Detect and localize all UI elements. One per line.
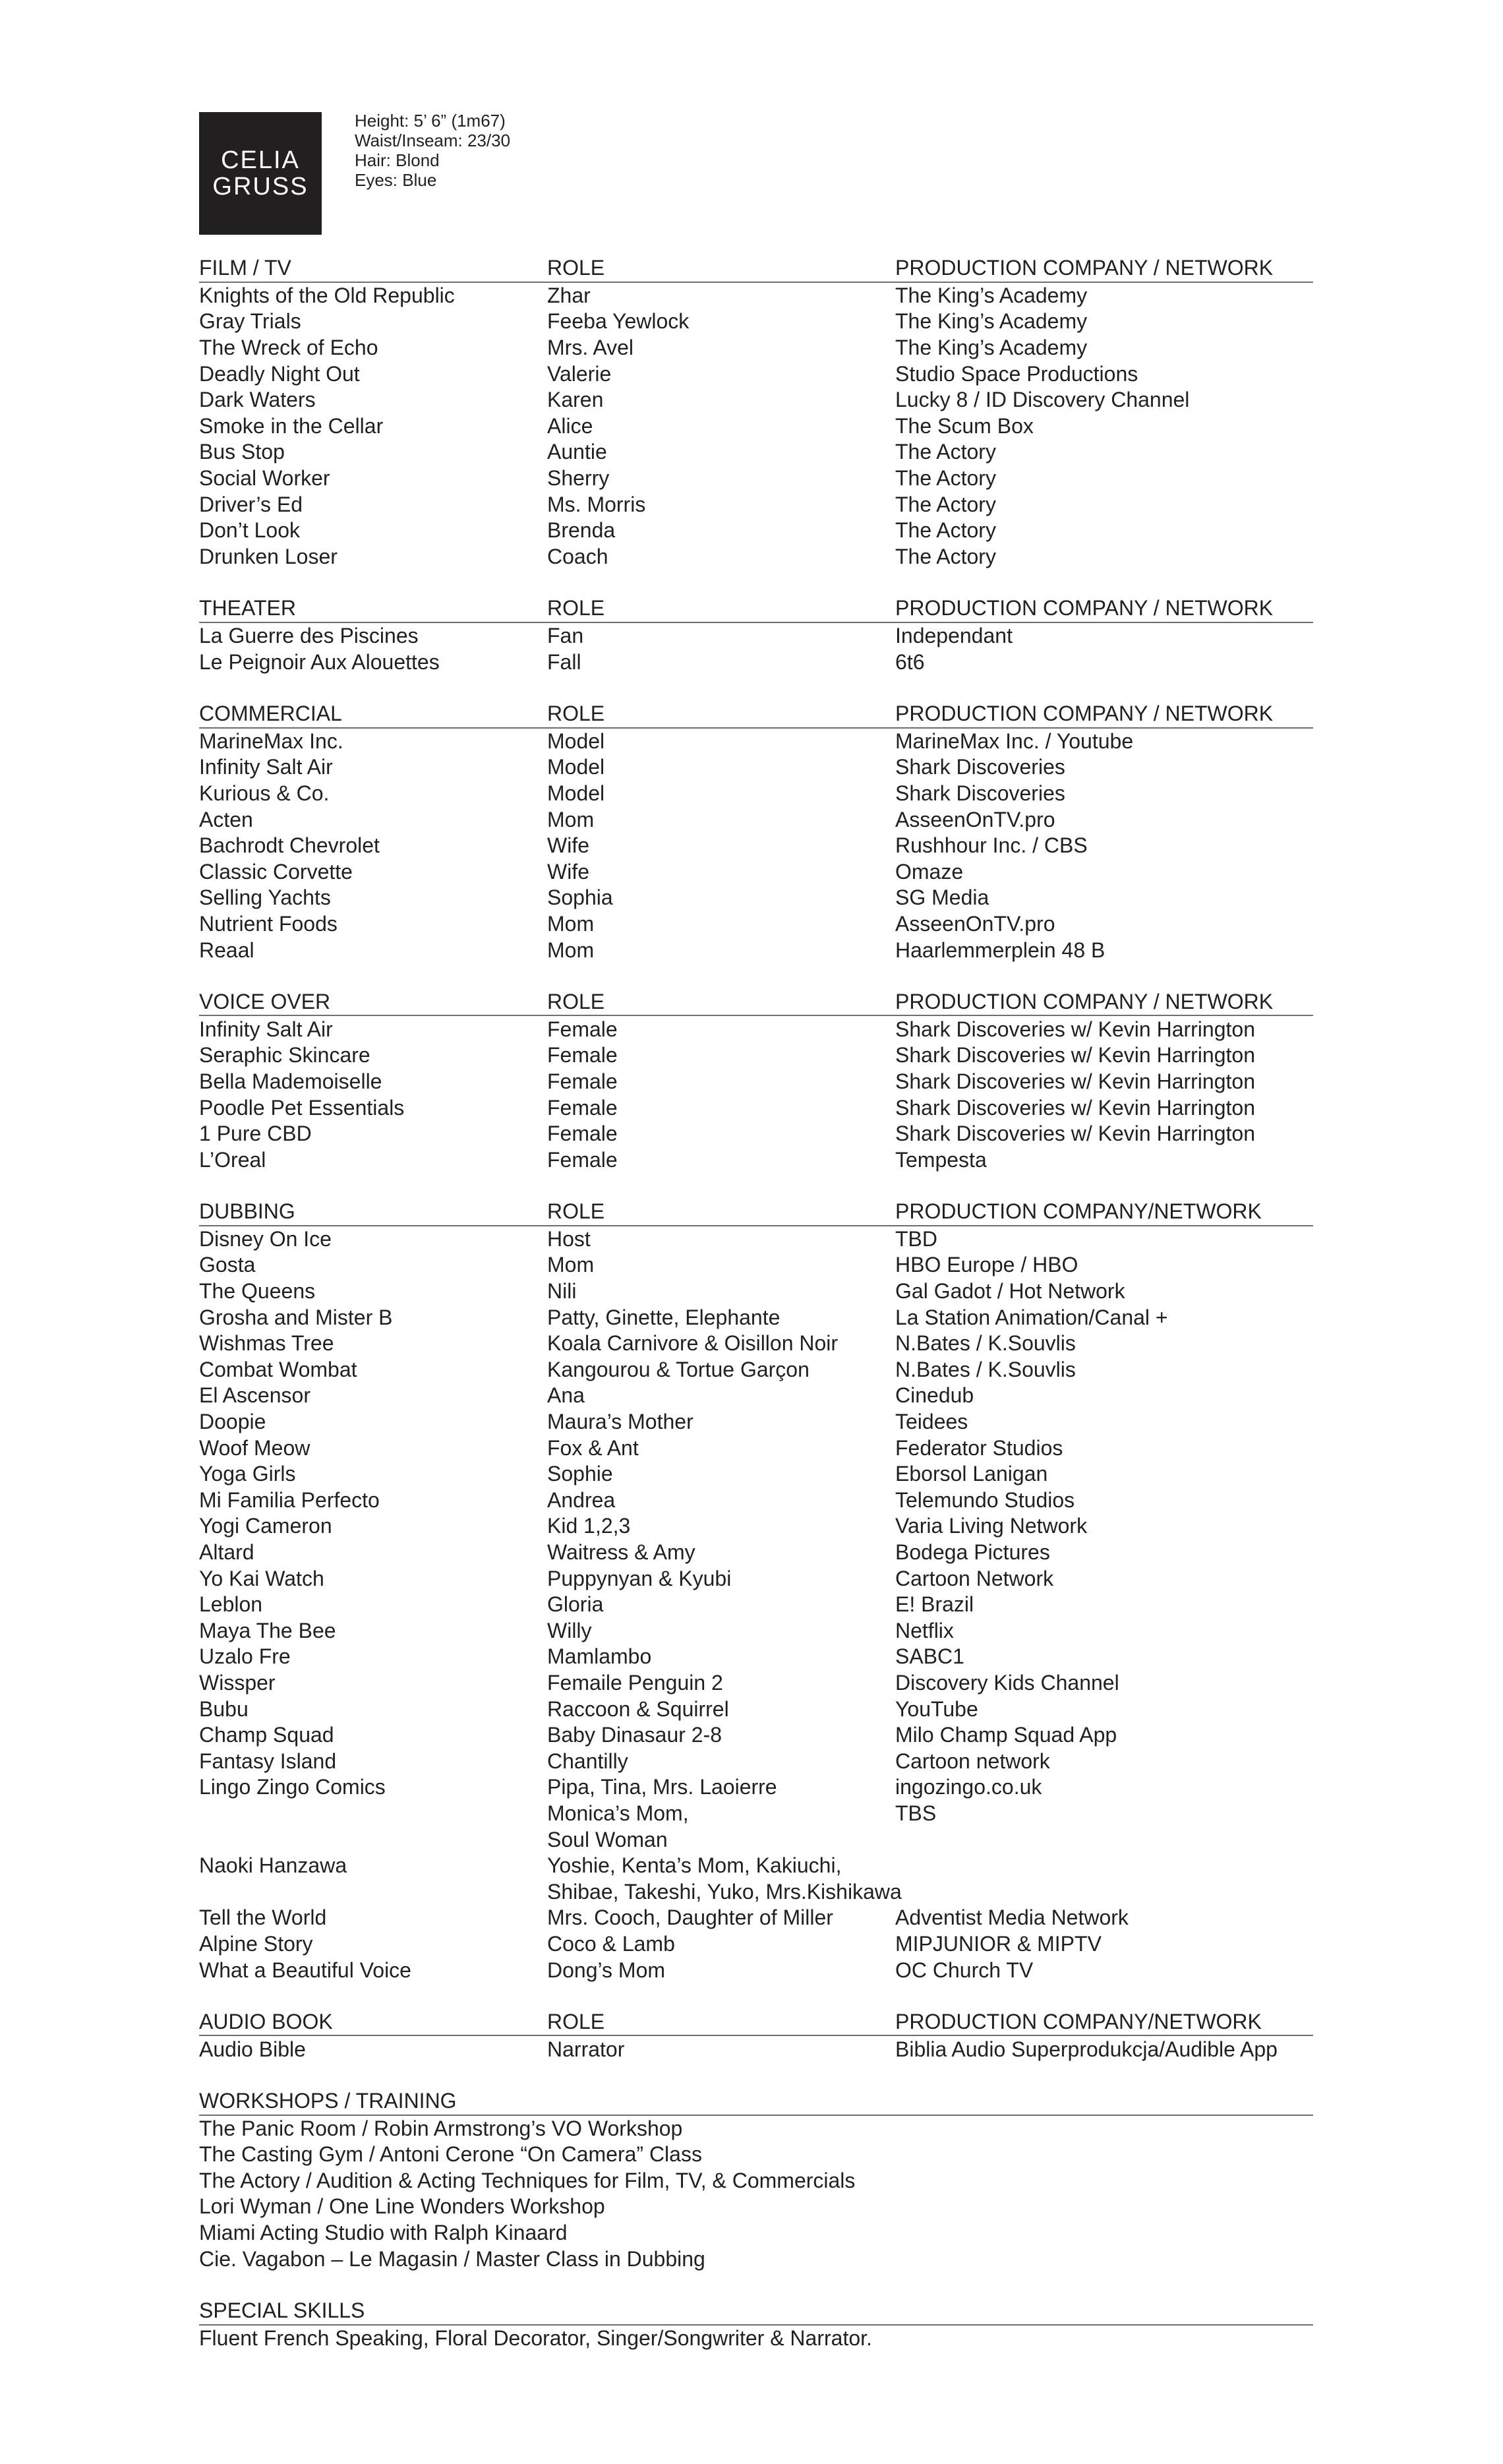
credit-row [199,1957,1313,1983]
credit-row [199,1696,1313,1722]
credit-role: Zhar [547,283,591,307]
credit-row [199,885,1313,911]
credit-title: Nutrient Foods [199,911,338,936]
credit-role: Baby Dinasaur 2-8 [547,1723,722,1747]
credit-company: N.Bates / K.Souvlis [895,1331,1076,1356]
credit-title: Smoke in the Cellar [199,413,384,438]
credit-company: Telemundo Studios [895,1487,1075,1512]
credit-role: Mom [547,1253,595,1277]
credit-role: Narrator [547,2037,625,2061]
credit-role: Puppynyan & Kyubi [547,1566,732,1590]
credit-title: Don’t Look [199,518,300,543]
credit-title: Acten [199,807,253,831]
column-header-role: ROLE [547,256,605,280]
credit-role: Chantilly [547,1749,628,1773]
credit-role: Female [547,1069,618,1093]
credit-row [199,1147,1313,1173]
credit-role: Soul Woman [547,1827,668,1851]
credit-title: Mi Familia Perfecto [199,1487,380,1512]
credit-role: Fan [547,624,584,648]
section-header [199,2009,1313,2037]
credit-title: Uzalo Fre [199,1644,291,1669]
credit-title: Deadly Night Out [199,361,360,386]
workshop-item: The Panic Room / Robin Armstrong’s VO Workshop [199,2116,683,2140]
credit-role: Feeba Yewlock [547,309,690,334]
credit-company: OC Church TV [895,1958,1034,1982]
credit-title: Infinity Salt Air [199,755,333,779]
credit-title: Gray Trials [199,309,301,334]
credit-title: Wishmas Tree [199,1331,334,1356]
credit-title: Bubu [199,1697,249,1721]
credit-title: Bella Mademoiselle [199,1069,382,1093]
credit-role: Female [547,1017,618,1041]
credit-title: Fantasy Island [199,1749,337,1773]
credit-role: Fall [547,649,581,674]
credit-role: Mom [547,911,595,936]
credit-company: Teidees [895,1410,968,1434]
section-header: SPECIAL SKILLS [199,2298,1313,2326]
credit-role: Gloria [547,1592,604,1617]
credit-company: Gal Gadot / Hot Network [895,1279,1125,1304]
credit-title: Poodle Pet Essentials [199,1095,405,1120]
credit-role: Wife [547,833,589,858]
workshop-item: Lori Wyman / One Line Wonders Workshop [199,2194,605,2219]
credit-row [199,1644,1313,1670]
credit-company: AsseenOnTV.pro [895,911,1055,936]
workshop-item: Miami Acting Studio with Ralph Kinaard [199,2220,568,2244]
credit-row [199,361,1313,387]
credit-title: Social Worker [199,466,330,491]
credit-title: The Wreck of Echo [199,336,378,360]
column-header-title: VOICE OVER [199,990,331,1014]
credit-title: El Ascensor [199,1383,310,1408]
credit-company: MIPJUNIOR & MIPTV [895,1931,1102,1956]
credit-title: Seraphic Skincare [199,1043,370,1067]
credit-company: The Actory [895,518,996,543]
credit-row [199,1878,1313,1905]
credit-company: Discovery Kids Channel [895,1670,1119,1695]
credit-row [199,544,1313,570]
column-header-company: PRODUCTION COMPANY / NETWORK [895,702,1274,726]
credit-role: Coach [547,544,608,568]
credit-title: 1 Pure CBD [199,1122,312,1146]
credit-row [199,309,1313,335]
credit-title: Alpine Story [199,1931,313,1956]
credit-row [199,781,1313,807]
credit-row [199,1748,1313,1774]
credit-company: The Actory [895,466,996,491]
credit-company: Biblia Audio Superprodukcja/Audible App [895,2037,1278,2061]
credits-sections [199,255,1313,2377]
credit-role: Waitress & Amy [547,1540,695,1565]
credit-title: Naoki Hanzawa [199,1853,347,1878]
credit-company: Cinedub [895,1383,974,1408]
credit-row [199,283,1313,309]
credit-row [199,1565,1313,1592]
credit-role: Femaile Penguin 2 [547,1670,723,1695]
stat-height: Height: 5’ 6” (1m67) [355,111,506,131]
credit-row [199,466,1313,492]
column-header-company: PRODUCTION COMPANY/NETWORK [895,2010,1262,2034]
credit-company: The King’s Academy [895,309,1088,334]
section-voice-over [199,989,1313,1173]
credit-title: Woof Meow [199,1435,310,1460]
credit-row [199,1487,1313,1514]
credit-row [199,1774,1313,1801]
credit-role: Mom [547,807,595,831]
credit-role: Model [547,781,605,805]
credit-company: ingozingo.co.uk [895,1775,1042,1799]
section-audio-book [199,2009,1313,2062]
credit-company: TBD [895,1226,937,1251]
credit-role: Shibae, Takeshi, Yuko, Mrs.Kishikawa [547,1879,902,1904]
credit-row [199,1095,1313,1121]
credit-row [199,649,1313,675]
column-header-company: PRODUCTION COMPANY/NETWORK [895,1199,1262,1224]
credit-company: Shark Discoveries w/ Kevin Harrington [895,1043,1255,1067]
credit-row [199,1513,1313,1540]
credit-title: Wissper [199,1670,276,1695]
credit-title: Tell the World [199,1906,327,1930]
credit-row [199,1409,1313,1435]
credit-role: Mrs. Cooch, Daughter of Miller [547,1906,833,1930]
credit-row [199,1853,1313,1879]
credit-role: Valerie [547,361,612,386]
credit-company: The Actory [895,492,996,516]
credit-company: Adventist Media Network [895,1906,1129,1930]
credit-title: Yogi Cameron [199,1514,332,1538]
credit-company: Shark Discoveries w/ Kevin Harrington [895,1095,1255,1120]
credit-role: Female [547,1043,618,1067]
credit-row [199,413,1313,440]
credit-title: Dark Waters [199,388,316,412]
credit-title: Reaal [199,938,254,962]
credit-row [199,754,1313,781]
credit-company: Bodega Pictures [895,1540,1050,1565]
credit-company: Tempesta [895,1147,987,1172]
credit-role: Alice [547,413,593,438]
credit-role: Coco & Lamb [547,1931,675,1956]
credit-role: Dong’s Mom [547,1958,666,1982]
credit-company: Cartoon network [895,1749,1050,1773]
physical-stats [355,111,510,190]
credit-title: Yo Kai Watch [199,1566,324,1590]
credit-role: Kid 1,2,3 [547,1514,631,1538]
credit-role: Female [547,1095,618,1120]
credit-row [199,1722,1313,1749]
credit-row [199,1121,1313,1147]
credit-row [199,1226,1313,1253]
credit-role: Fox & Ant [547,1435,639,1460]
credit-company: YouTube [895,1697,978,1721]
credit-row [199,1016,1313,1042]
credit-row [199,518,1313,544]
credit-row [199,1357,1313,1383]
credit-row [199,1042,1313,1069]
skills-text: Fluent French Speaking, Floral Decorator, Singer/Songwriter & Narrator. [199,2326,872,2350]
credit-role: Model [547,755,605,779]
credit-row [199,1826,1313,1853]
credit-role: Model [547,729,605,753]
credit-company: HBO Europe / HBO [895,1253,1078,1277]
credit-title: Selling Yachts [199,886,331,910]
credit-company: MarineMax Inc. / Youtube [895,729,1134,753]
credit-role: Monica’s Mom, [547,1801,689,1825]
credit-role: Nili [547,1279,577,1304]
credit-company: La Station Animation/Canal + [895,1305,1168,1329]
credit-row [199,1461,1313,1487]
credit-company: SG Media [895,886,989,910]
credit-title: L’Oreal [199,1147,266,1172]
credit-role: Sophie [547,1462,613,1486]
credit-title: Leblon [199,1592,263,1617]
credit-row [199,387,1313,413]
credit-title: Yoga Girls [199,1462,296,1486]
credit-row [199,833,1313,859]
credit-role: Ms. Morris [547,492,646,516]
credit-title: Knights of the Old Republic [199,283,455,307]
credit-title: Classic Corvette [199,859,353,884]
credit-company: Lucky 8 / ID Discovery Channel [895,388,1190,412]
credit-role: Mamlambo [547,1644,652,1669]
credit-company: Independant [895,624,1013,648]
credit-row [199,1670,1313,1697]
section-special-skills [199,2298,1313,2351]
credit-company: Shark Discoveries w/ Kevin Harrington [895,1017,1255,1041]
credit-role: Koala Carnivore & Oisillon Noir [547,1331,839,1356]
credit-role: Yoshie, Kenta’s Mom, Kakiuchi, [547,1853,842,1878]
stat-waist: Waist/Inseam: 23/30 [355,131,511,150]
credit-title: Audio Bible [199,2037,306,2061]
section-theater [199,595,1313,675]
credit-role: Wife [547,859,589,884]
credit-row [199,1331,1313,1357]
section-header [199,1199,1313,1226]
credit-role: Willy [547,1618,592,1642]
credit-title: Grosha and Mister B [199,1305,393,1329]
column-header-role: ROLE [547,990,605,1014]
credit-row [199,491,1313,518]
credit-role: Maura’s Mother [547,1410,693,1434]
credit-row [199,1618,1313,1644]
credit-role: Mom [547,938,595,962]
credit-company: Federator Studios [895,1435,1063,1460]
credit-title: Champ Squad [199,1723,334,1747]
section-header [199,255,1313,283]
credit-row [199,439,1313,466]
credit-title: Bus Stop [199,440,285,464]
credit-company: Studio Space Productions [895,361,1138,386]
credit-role: Brenda [547,518,616,543]
credit-company: Rushhour Inc. / CBS [895,833,1088,858]
credit-row [199,1278,1313,1305]
section-header [199,989,1313,1017]
credit-company: The Actory [895,440,996,464]
credit-role: Sherry [547,466,610,491]
workshop-item: Cie. Vagabon – Le Magasin / Master Class in Dubbing [199,2246,705,2271]
credit-title: Drunken Loser [199,544,338,568]
credit-role: Pipa, Tina, Mrs. Laoierre [547,1775,777,1799]
section-header: WORKSHOPS / TRAINING [199,2088,1313,2116]
credit-company: Omaze [895,859,964,884]
credit-row [199,858,1313,885]
logo-last-name: GRUSS [212,173,309,200]
column-header-role: ROLE [547,1199,605,1224]
credit-row [199,2036,1313,2062]
credit-company: AsseenOnTV.pro [895,807,1055,831]
credit-role: Mrs. Avel [547,336,634,360]
credit-company: TBS [895,1801,937,1825]
credit-row [199,1592,1313,1618]
credit-role: Patty, Ginette, Elephante [547,1305,781,1329]
credit-title: Infinity Salt Air [199,1017,333,1041]
credit-role: Female [547,1122,618,1146]
credit-row [199,911,1313,938]
column-header-title: DUBBING [199,1199,295,1224]
credit-role: Andrea [547,1487,616,1512]
credit-role: Sophia [547,886,613,910]
credit-company: The Scum Box [895,413,1034,438]
credit-row [199,1252,1313,1278]
credit-company: Netflix [895,1618,954,1642]
column-header-role: ROLE [547,702,605,726]
credit-row [199,1540,1313,1566]
name-logo [199,112,322,235]
credit-company: Cartoon Network [895,1566,1054,1590]
credit-title: La Guerre des Piscines [199,624,419,648]
column-header-title: FILM / TV [199,256,291,280]
credit-row [199,806,1313,833]
credit-title: Maya The Bee [199,1618,336,1642]
credit-title: The Queens [199,1279,316,1304]
credit-row [199,937,1313,963]
credit-company: Eborsol Lanigan [895,1462,1048,1486]
credit-row [199,1304,1313,1331]
section-commercial [199,701,1313,963]
credit-company: 6t6 [895,649,925,674]
credit-role: Female [547,1147,618,1172]
column-header-company: PRODUCTION COMPANY / NETWORK [895,596,1274,620]
credit-row [199,1069,1313,1095]
credit-role: Karen [547,388,604,412]
credit-title: MarineMax Inc. [199,729,343,753]
credit-title: Bachrodt Chevrolet [199,833,380,858]
credit-title: Combat Wombat [199,1357,357,1381]
credit-company: N.Bates / K.Souvlis [895,1357,1076,1381]
credit-title: Driver’s Ed [199,492,303,516]
credit-company: SABC1 [895,1644,964,1669]
credit-company: Shark Discoveries w/ Kevin Harrington [895,1069,1255,1093]
credit-title: Gosta [199,1253,256,1277]
workshop-item: The Casting Gym / Antoni Cerone “On Camera” Class [199,2142,702,2167]
credit-row [199,1801,1313,1827]
section-header [199,595,1313,623]
section-workshops-training [199,2088,1313,2272]
credit-row [199,1905,1313,1931]
credit-company: Varia Living Network [895,1514,1088,1538]
stat-hair: Hair: Blond [355,150,440,170]
credit-company: Shark Discoveries w/ Kevin Harrington [895,1122,1255,1146]
credit-row [199,335,1313,361]
column-header-title: COMMERCIAL [199,702,342,726]
credit-row [199,729,1313,755]
credit-company: The King’s Academy [895,336,1088,360]
section-header [199,701,1313,729]
column-header-role: ROLE [547,2010,605,2034]
credit-title: Le Peignoir Aux Alouettes [199,649,440,674]
credit-row [199,623,1313,649]
credit-role: Host [547,1226,591,1251]
credit-role: Raccoon & Squirrel [547,1697,729,1721]
credit-row [199,1931,1313,1958]
workshop-item: The Actory / Audition & Acting Techniques for Film, TV, & Commercials [199,2168,856,2192]
credit-role: Auntie [547,440,607,464]
credit-company: The Actory [895,544,996,568]
credit-company: The King’s Academy [895,283,1088,307]
section-film-tv [199,255,1313,570]
column-header-title: THEATER [199,596,296,620]
column-header-company: PRODUCTION COMPANY / NETWORK [895,990,1274,1014]
credit-role: Ana [547,1383,585,1408]
credit-company: Milo Champ Squad App [895,1723,1117,1747]
credit-title: Doopie [199,1410,266,1434]
section-dubbing [199,1199,1313,1983]
credit-company: E! Brazil [895,1592,974,1617]
credit-role: Kangourou & Tortue Garçon [547,1357,810,1381]
stat-eyes: Eyes: Blue [355,170,437,190]
credit-company: Haarlemmerplein 48 B [895,938,1105,962]
credit-row [199,1435,1313,1461]
credit-row [199,1383,1313,1409]
credit-title: Lingo Zingo Comics [199,1775,386,1799]
column-header-role: ROLE [547,596,605,620]
logo-first-name: CELIA [221,146,300,174]
credit-title: Kurious & Co. [199,781,330,805]
credit-title: What a Beautiful Voice [199,1958,411,1982]
credit-title: Altard [199,1540,254,1565]
column-header-title: AUDIO BOOK [199,2010,333,2034]
credit-company: Shark Discoveries [895,781,1065,805]
credit-company: Shark Discoveries [895,755,1065,779]
column-header-company: PRODUCTION COMPANY / NETWORK [895,256,1274,280]
credit-title: Disney On Ice [199,1226,332,1251]
